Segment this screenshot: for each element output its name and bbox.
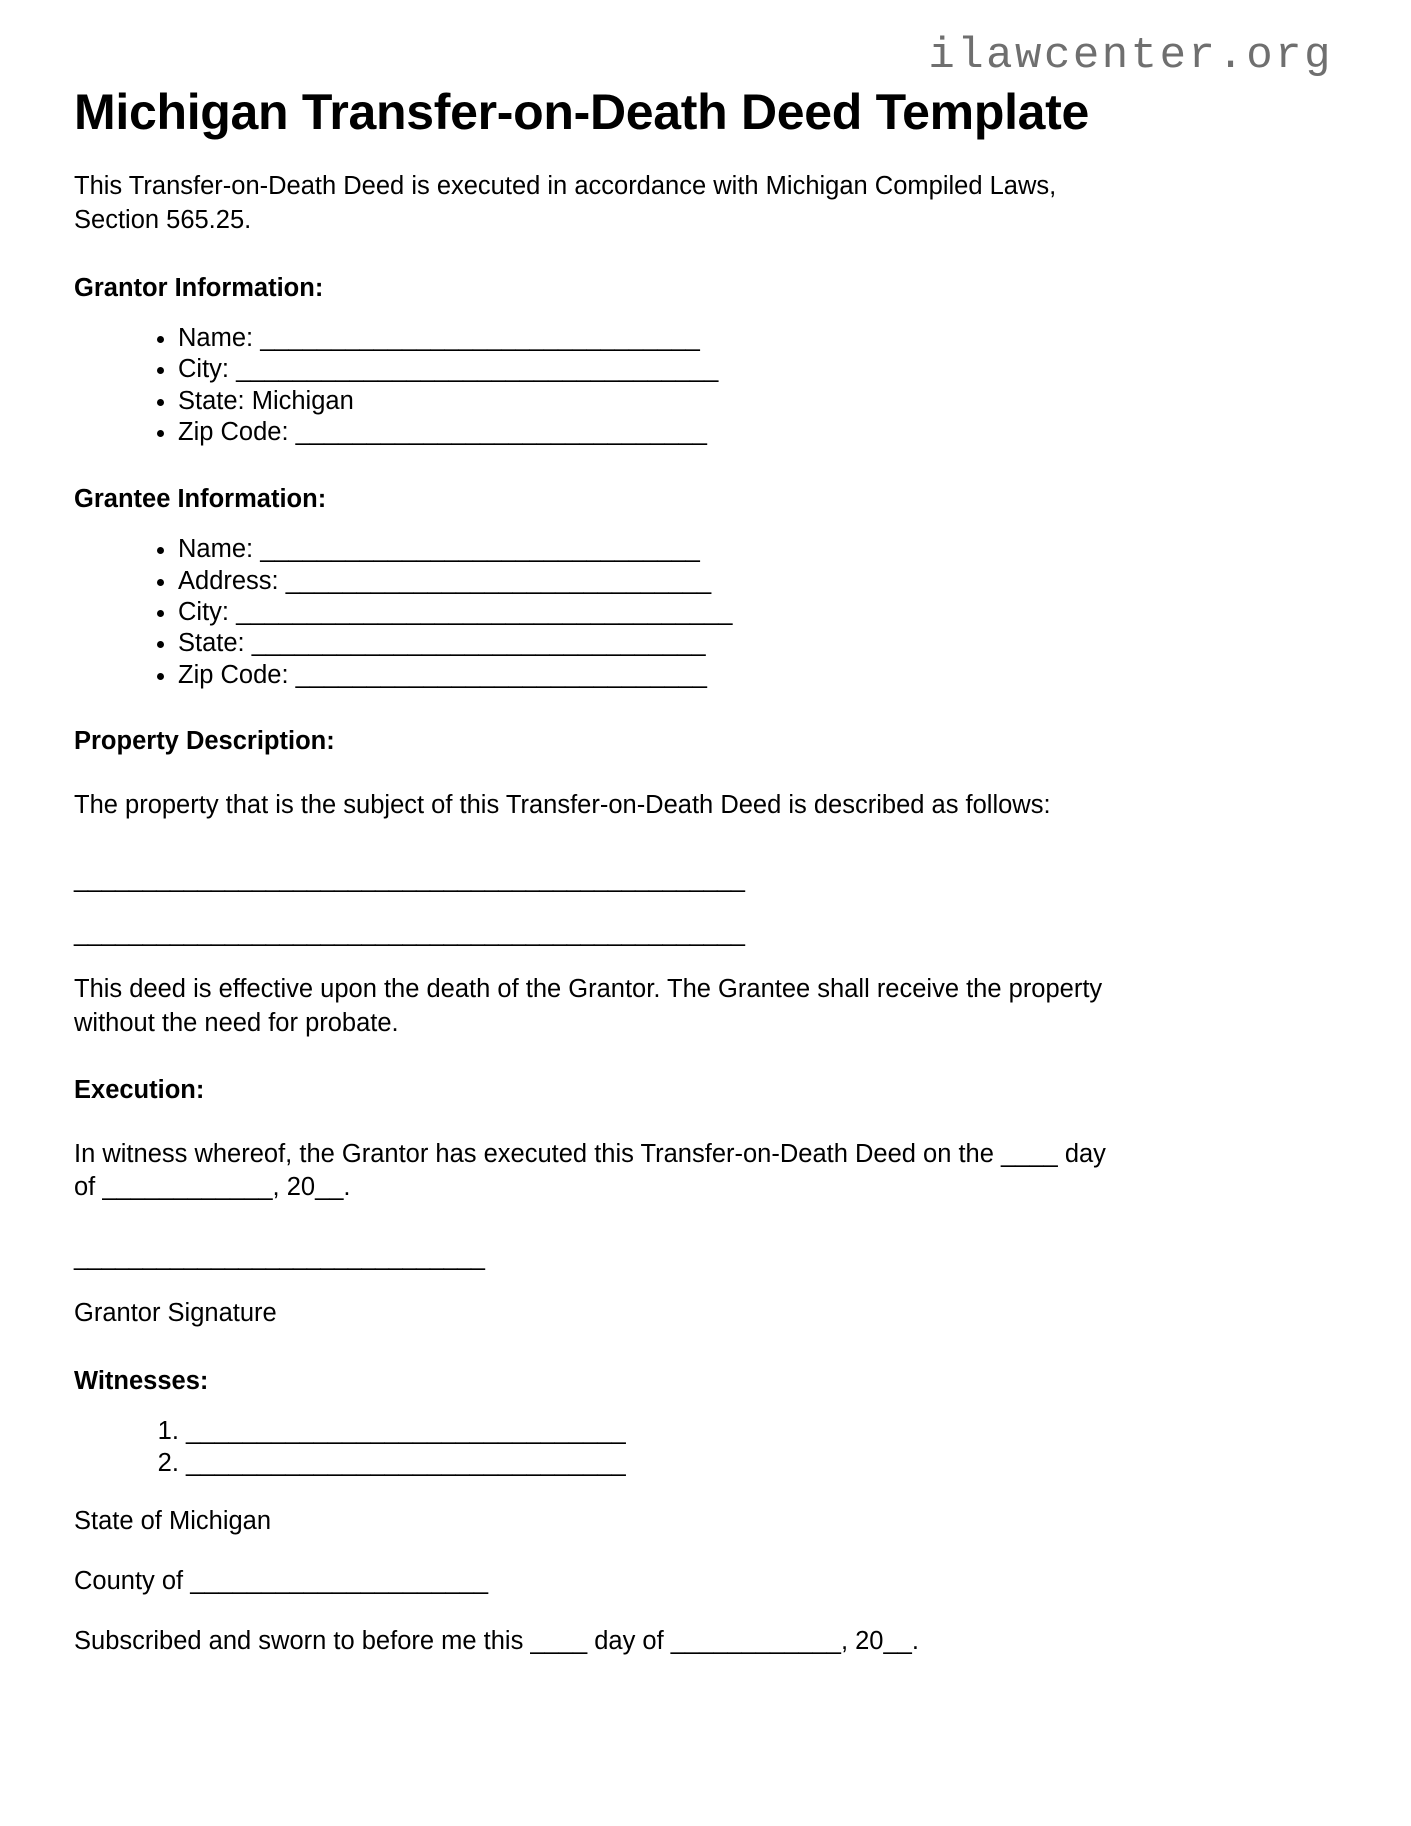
list-item: 1. _______________________________ bbox=[186, 1416, 1331, 1447]
execution-heading: Execution: bbox=[74, 1076, 205, 1105]
witnesses-heading: Witnesses: bbox=[74, 1367, 209, 1396]
grantor-field-list bbox=[74, 305, 1331, 449]
page-title: Michigan Transfer-on-Death Deed Template bbox=[74, 84, 1090, 140]
list-item: • City: ___________________________________ bbox=[178, 597, 1331, 628]
property-description-heading: Property Description: bbox=[74, 727, 335, 756]
list-item: • Zip Code: _____________________________ bbox=[178, 660, 1331, 691]
notary-county-line: County of _____________________ bbox=[74, 1567, 489, 1596]
grantor-information-heading: Grantor Information: bbox=[74, 273, 324, 302]
list-item: • City: __________________________________ bbox=[178, 354, 1331, 385]
execution-paragraph: In witness whereof, the Grantor has executed this Transfer-on-Death Deed on the ____ day of ____________, 20__. bbox=[74, 1139, 1106, 1202]
notary-sworn-line: Subscribed and sworn to before me this ____ day of ____________, 20__. bbox=[74, 1627, 919, 1656]
grantor-signature-line: ______________________________ bbox=[74, 1243, 485, 1272]
grantee-field-list bbox=[74, 516, 1331, 691]
property-description-intro: The property that is the subject of this Transfer-on-Death Deed is described as follows: bbox=[74, 790, 1051, 819]
witnesses-list bbox=[74, 1398, 1331, 1479]
list-item: 2. _______________________________ bbox=[186, 1448, 1331, 1479]
list-item: • Name: _______________________________ bbox=[178, 534, 1331, 565]
site-watermark: ilawcenter.org bbox=[928, 31, 1333, 81]
grantor-signature-label: Grantor Signature bbox=[74, 1299, 277, 1328]
list-item: • Address: ______________________________ bbox=[178, 566, 1331, 597]
grantee-information-heading: Grantee Information: bbox=[74, 484, 327, 513]
property-description-blank-line-1: _________________________________________________ bbox=[74, 864, 745, 893]
list-item: • State: ________________________________ bbox=[178, 628, 1331, 659]
list-item: • State: Michigan bbox=[178, 386, 1331, 417]
notary-state-line: State of Michigan bbox=[74, 1507, 272, 1536]
list-item: • Name: _______________________________ bbox=[178, 323, 1331, 354]
effect-paragraph: This deed is effective upon the death of the Grantor. The Grantee shall receive the property without the need for probate. bbox=[74, 974, 1103, 1037]
list-item: • Zip Code: _____________________________ bbox=[178, 417, 1331, 448]
intro-paragraph: This Transfer-on-Death Deed is executed in accordance with Michigan Compiled Laws, Section 565.25. bbox=[74, 172, 1057, 234]
property-description-blank-line-2: _________________________________________________ bbox=[74, 918, 745, 947]
